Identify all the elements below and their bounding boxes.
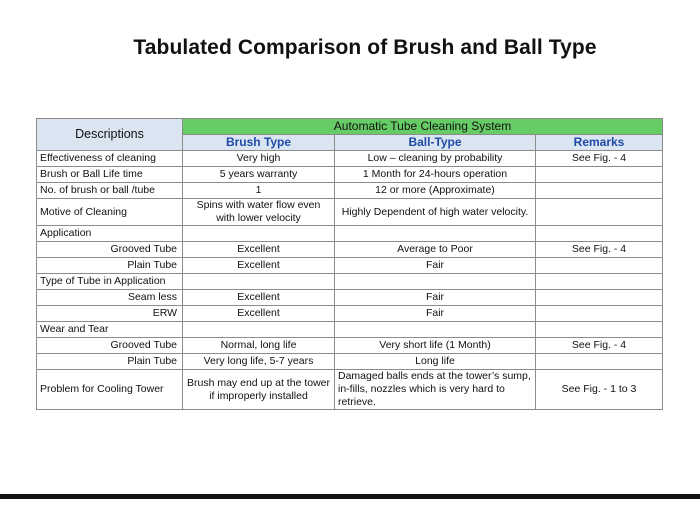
ball-cell: Highly Dependent of high water velocity. <box>335 199 536 226</box>
brush-cell <box>183 274 335 290</box>
brush-cell: Brush may end up at the tower if improperly installed <box>183 370 335 410</box>
brush-cell: Excellent <box>183 306 335 322</box>
remarks-cell: See Fig. - 4 <box>536 242 663 258</box>
ball-cell: 1 Month for 24-hours operation <box>335 167 536 183</box>
brush-cell: Excellent <box>183 258 335 274</box>
remarks-cell <box>536 167 663 183</box>
slide-title: Tabulated Comparison of Brush and Ball Type <box>133 36 597 59</box>
brush-cell: Excellent <box>183 242 335 258</box>
remarks-cell <box>536 306 663 322</box>
remarks-cell: See Fig. - 1 to 3 <box>536 370 663 410</box>
brush-cell <box>183 226 335 242</box>
system-group-header: Automatic Tube Cleaning System <box>183 119 663 135</box>
remarks-cell: See Fig. - 4 <box>536 151 663 167</box>
brush-type-header: Brush Type <box>183 135 335 151</box>
table-row <box>37 199 663 226</box>
remarks-cell <box>536 274 663 290</box>
ball-cell: Average to Poor <box>335 242 536 258</box>
brush-cell: Spins with water flow even with lower velocity <box>183 199 335 226</box>
brush-cell: 1 <box>183 183 335 199</box>
bottom-divider <box>0 494 700 499</box>
remarks-cell <box>536 290 663 306</box>
row-label: Plain Tube <box>37 354 183 370</box>
brush-cell: 5 years warranty <box>183 167 335 183</box>
table-row <box>37 151 663 167</box>
table-row <box>37 322 663 338</box>
ball-cell: 12 or more (Approximate) <box>335 183 536 199</box>
table-row <box>37 354 663 370</box>
comparison-table <box>36 118 663 410</box>
row-label: Motive of Cleaning <box>37 199 183 226</box>
brush-cell: Very long life, 5-7 years <box>183 354 335 370</box>
brush-cell: Excellent <box>183 290 335 306</box>
ball-cell: Fair <box>335 258 536 274</box>
ball-cell: Damaged balls ends at the tower’s sump, in-fills, nozzles which is very hard to retrieve. <box>335 370 536 410</box>
table-row <box>37 306 663 322</box>
table-row <box>37 242 663 258</box>
brush-cell: Very high <box>183 151 335 167</box>
row-label: ERW <box>37 306 183 322</box>
row-label: Seam less <box>37 290 183 306</box>
remarks-cell <box>536 199 663 226</box>
row-label: Brush or Ball Life time <box>37 167 183 183</box>
table-row <box>37 226 663 242</box>
remarks-header: Remarks <box>536 135 663 151</box>
ball-cell: Fair <box>335 306 536 322</box>
row-label: Grooved Tube <box>37 338 183 354</box>
row-label: Grooved Tube <box>37 242 183 258</box>
table-header-row <box>37 119 663 135</box>
remarks-cell <box>536 258 663 274</box>
remarks-cell <box>536 354 663 370</box>
row-label: Effectiveness of cleaning <box>37 151 183 167</box>
descriptions-header: Descriptions <box>37 119 183 151</box>
remarks-cell <box>536 322 663 338</box>
remarks-cell <box>536 183 663 199</box>
table-row <box>37 183 663 199</box>
table-row <box>37 370 663 410</box>
row-label: No. of brush or ball /tube <box>37 183 183 199</box>
ball-cell: Low – cleaning by probability <box>335 151 536 167</box>
remarks-cell <box>536 226 663 242</box>
ball-cell: Very short life (1 Month) <box>335 338 536 354</box>
table-row <box>37 290 663 306</box>
row-label: Wear and Tear <box>37 322 183 338</box>
row-label: Type of Tube in Application <box>37 274 183 290</box>
table-row <box>37 258 663 274</box>
row-label: Application <box>37 226 183 242</box>
ball-cell <box>335 274 536 290</box>
row-label: Problem for Cooling Tower <box>37 370 183 410</box>
brush-cell: Normal, long life <box>183 338 335 354</box>
table-row <box>37 167 663 183</box>
remarks-cell: See Fig. - 4 <box>536 338 663 354</box>
ball-cell <box>335 226 536 242</box>
table-row <box>37 338 663 354</box>
ball-cell: Fair <box>335 290 536 306</box>
ball-cell <box>335 322 536 338</box>
table-row <box>37 274 663 290</box>
ball-type-header: Ball-Type <box>335 135 536 151</box>
brush-cell <box>183 322 335 338</box>
ball-cell: Long life <box>335 354 536 370</box>
row-label: Plain Tube <box>37 258 183 274</box>
